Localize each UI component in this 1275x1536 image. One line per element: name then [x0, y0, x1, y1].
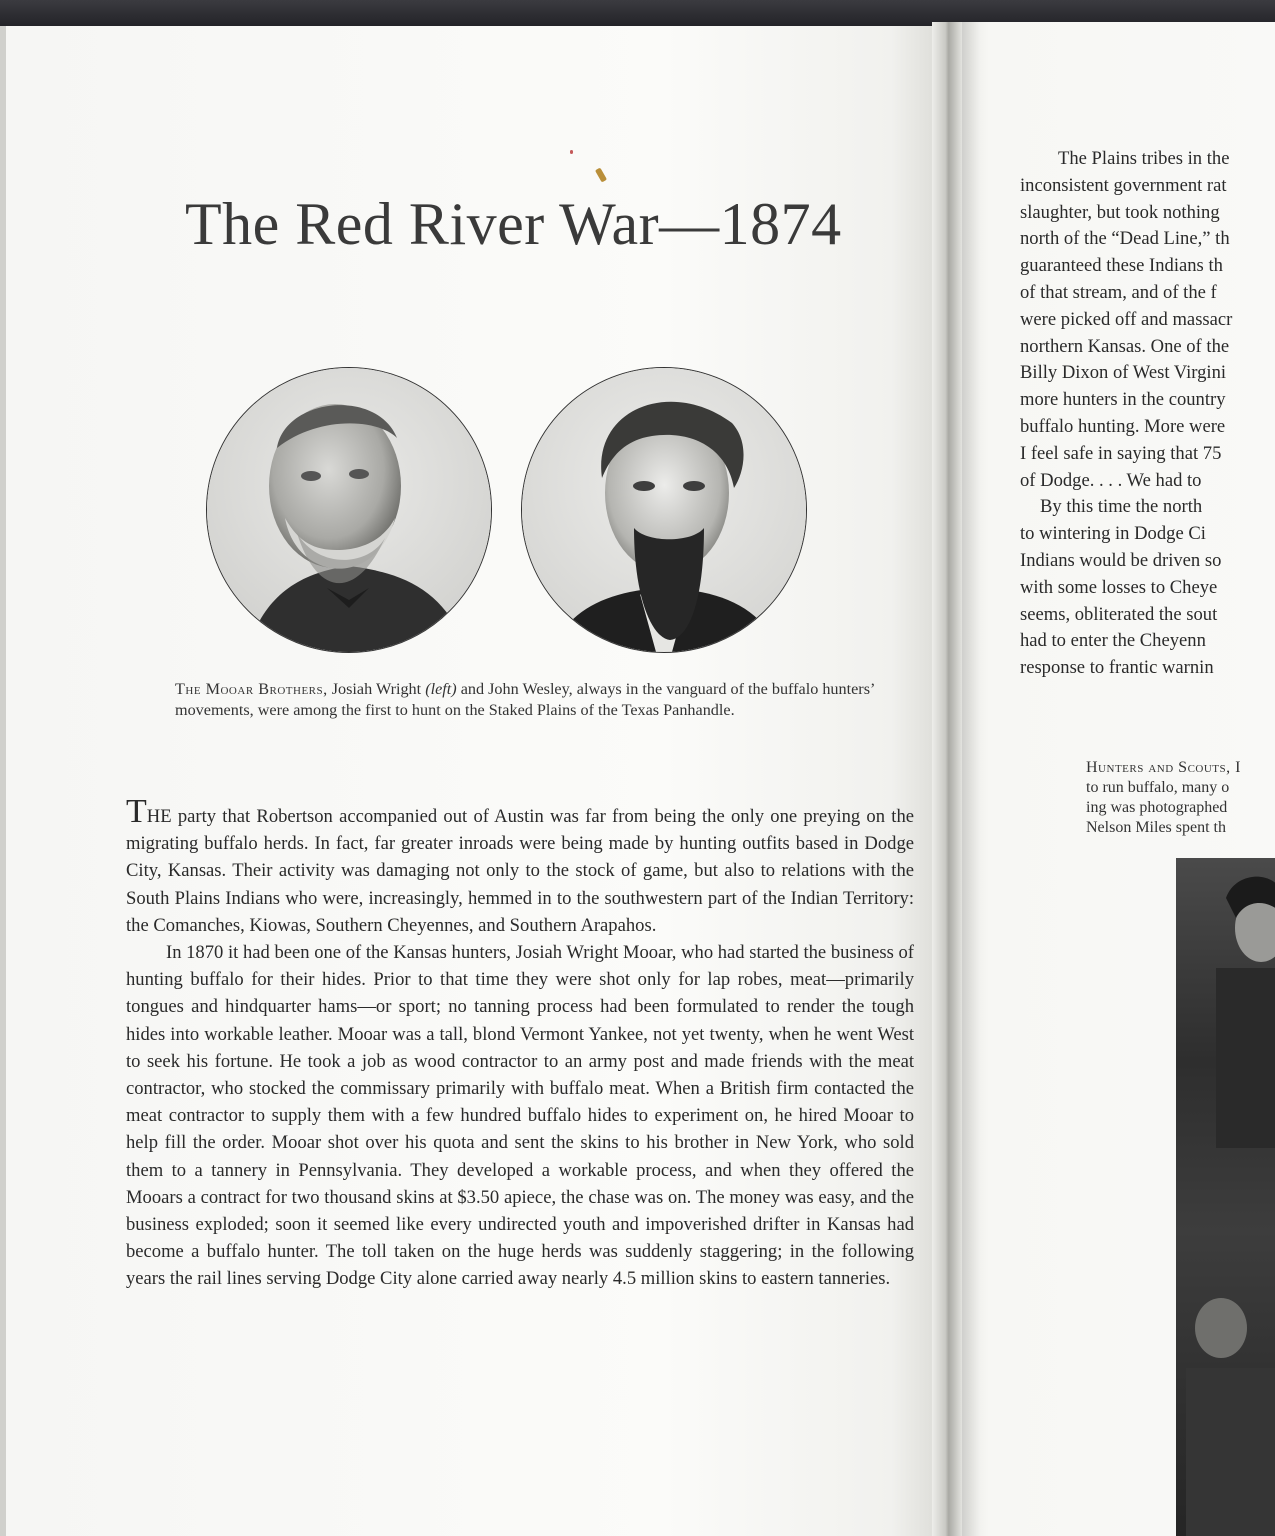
chapter-title: The Red River War—1874: [185, 191, 842, 257]
right-line: to wintering in Dodge Ci: [1020, 523, 1206, 545]
right-line: had to enter the Cheyenn: [1020, 630, 1206, 652]
right-line: response to frantic warnin: [1020, 657, 1214, 679]
paragraph-2: In 1870 it had been one of the Kansas hunters, Josiah Wright Mooar, who had started the business of hunting buffalo for their hides. Prior to that time they were shot only for lap robes, meat—primarily tongues and hindquarter hams—or sport; no tanning process had been formulated to render the tough hides into workable leather. Mooar was a tall, blond Vermont Yankee, not yet twenty, when he went West to seek his fortune. He took a job as wood contractor to an army post and made friends with the meat contractor, who stocked the commissary primarily with buffalo meat. When a British firm contacted the meat contractor to supply them with a few hundred buffalo hides to experiment on, he hired Mooar to help fill the order. Mooar shot over his quota and sent the skins to his brother in New York, who sold them to a tannery in Pennsylvania. They developed a workable process, and when they offered the Mooars a contract for two thousand skins at $3.50 apiece, the chase was on. The money was easy, and the business exploded; soon it seemed like every undirected youth and impoverished drifter in Kansas had become a buffalo hunter. The toll taken on the huge herds was suddenly staggering; in the following years the rail lines serving Dodge City alone carried away nearly 4.5 million skins to eastern tanneries.: [126, 942, 914, 1290]
portrait-john-wesley-mooar: [521, 367, 807, 653]
right-caption-line: ing was photographed: [1086, 799, 1228, 816]
right-caption-line: Hunters and Scouts, I: [1086, 759, 1241, 776]
article-body: [126, 793, 914, 1293]
right-caption-line: Nelson Miles spent th: [1086, 819, 1226, 836]
right-page-caption: [1086, 758, 1275, 838]
right-line: of Dodge. . . . We had to: [1020, 469, 1202, 491]
right-line: Billy Dixon of West Virgini: [1020, 362, 1227, 384]
portrait-caption: [175, 679, 875, 721]
paragraph-1-text: party that Robertson accompanied out of Austin was far from being the only one preying on the migrating buffalo herds. In fact, far greater inroads were being made by hunting outfits based in Dodge City, Kansas. Their activity was damaging not only to the stock of game, but also to relations with the South Plains Indians who were, increasingly, hemmed in to the southwestern part of the Indian Territory: the Comanches, Kiowas, Southern Cheyennes, and Southern Arapahos.: [126, 806, 914, 936]
right-line: seems, obliterated the sout: [1020, 603, 1218, 625]
caption-text-1: Josiah Wright: [327, 680, 426, 698]
right-line: more hunters in the country: [1020, 389, 1226, 411]
drop-cap: T: [126, 793, 147, 830]
paper-speck: [570, 150, 573, 154]
right-line: By this time the north: [1040, 496, 1203, 518]
right-caption-line: to run buffalo, many o: [1086, 779, 1230, 796]
right-line: northern Kansas. One of the: [1020, 335, 1230, 357]
right-line: buffalo hunting. More were: [1020, 415, 1226, 437]
right-page-text: [1020, 146, 1275, 682]
paragraph-1: [126, 793, 914, 939]
caption-lead: The Mooar Brothers,: [175, 680, 328, 698]
right-line: inconsistent government rat: [1020, 174, 1227, 196]
portrait-josiah-wright-mooar: [206, 367, 492, 653]
book-gutter: [932, 22, 962, 1536]
right-line: were picked off and massacr: [1020, 308, 1233, 330]
right-line: of that stream, and of the f: [1020, 281, 1217, 303]
paragraph-1-lead: HE: [146, 806, 172, 827]
caption-italic: (left): [425, 680, 457, 698]
right-line: slaughter, but took nothing: [1020, 201, 1220, 223]
right-line: guaranteed these Indians th: [1020, 255, 1223, 277]
right-line: with some losses to Cheye: [1020, 576, 1218, 598]
right-line: north of the “Dead Line,” th: [1020, 228, 1230, 250]
left-page-edge: [0, 26, 6, 1536]
caption-text-2: and John Wesley, always in the vanguard of the buffalo hunters’ movements, were among the first to hunt on the Staked Plains of the Texas Panhandle.: [175, 680, 875, 719]
right-line: Indians would be driven so: [1020, 549, 1222, 571]
right-page-photo: [1176, 858, 1275, 1536]
right-line: The Plains tribes in the: [1058, 148, 1230, 169]
right-line: I feel safe in saying that 75: [1020, 442, 1222, 464]
